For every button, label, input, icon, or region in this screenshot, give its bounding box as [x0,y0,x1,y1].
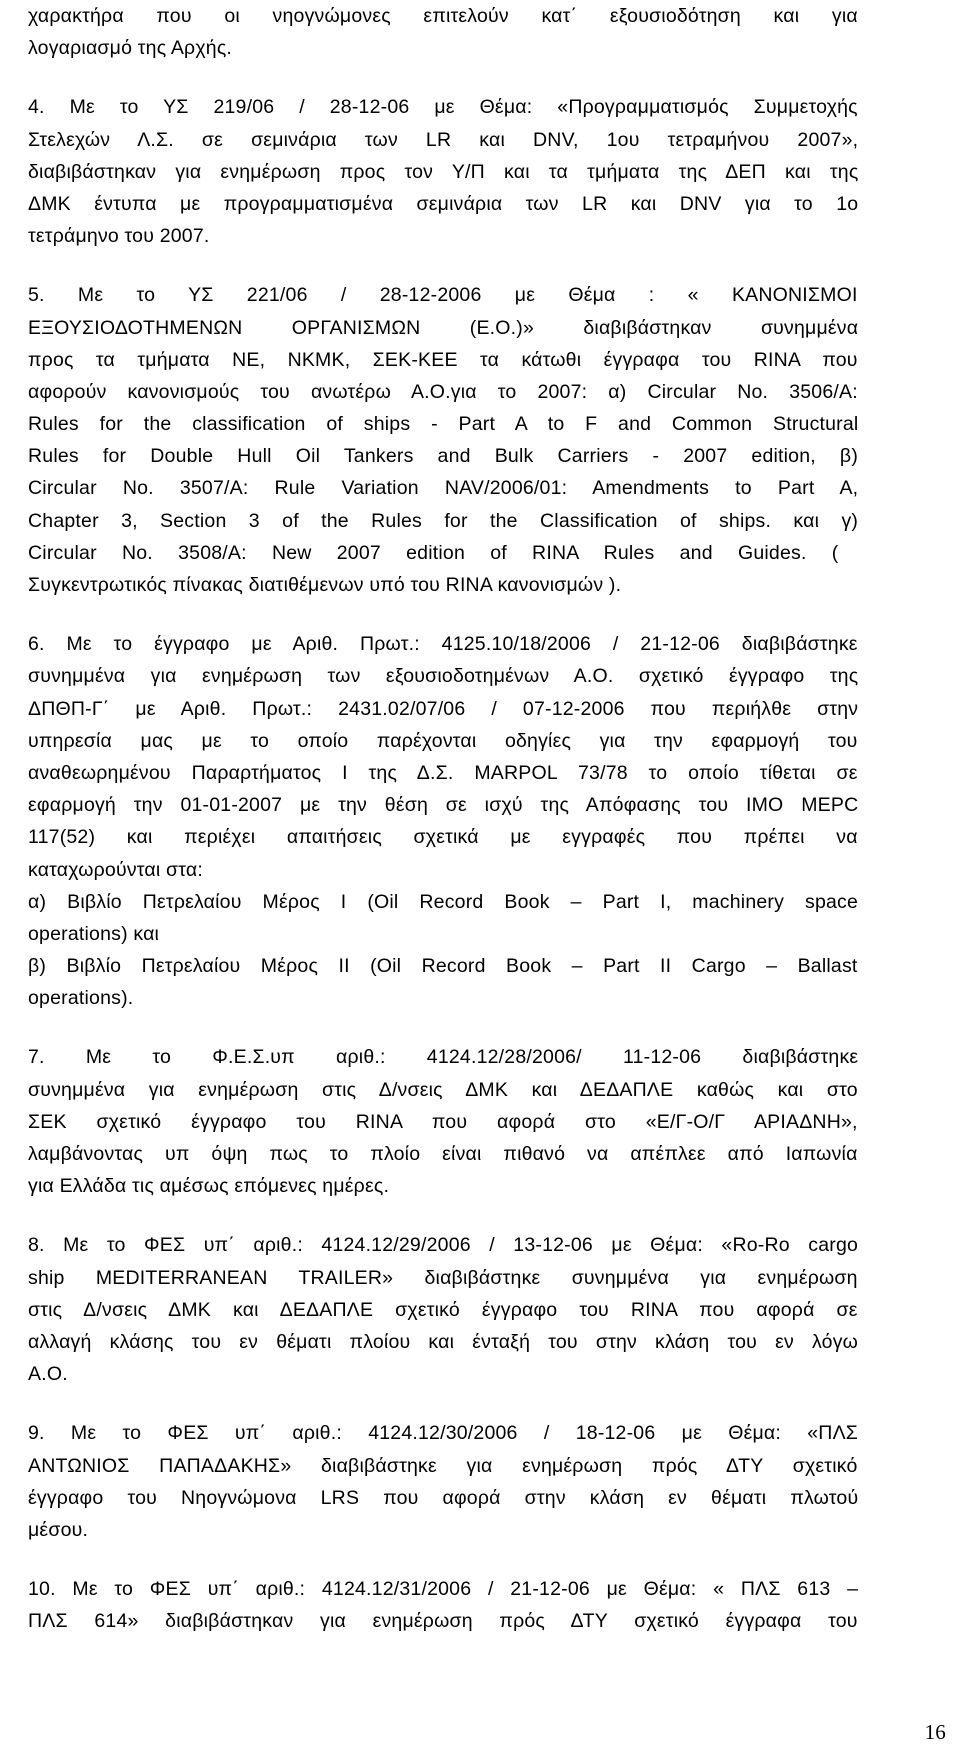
text-line: ΕΞΟΥΣΙΟΔΟΤΗΜΕΝΩΝ ΟΡΓΑΝΙΣΜΩΝ (Ε.Ο.)» διαβιβάστηκαν συνημμένα [28,316,859,339]
text-line: έγγραφο του Νηογνώμονα LRS που αφορά στην κλάση εν θέματι πλωτού [28,1486,859,1509]
text-line: 117(52) και περιέχει απαιτήσεις σχετικά με εγγραφές που πρέπει να [28,826,858,849]
text-line: αλλαγή κλάσης του εν θέματι πλοίου και ένταξή του στην κλάση του εν λόγω [28,1330,859,1353]
page-number: 16 [924,1720,946,1744]
text-line: α) Βιβλίο Πετρελαίου Μέρος Ι (Oil Record Book – Part I, machinery space [28,890,859,913]
text-line: 8. Με το ΦΕΣ υπ΄ αριθ.: 4124.12/29/2006 / 13-12-06 με Θέμα: «Ro-Ro cargo [28,1234,859,1257]
text-line: λογαριασμό της Αρχής. [28,37,233,60]
text-line: λαμβάνοντας υπ όψη πως το πλοίο είναι πιθανό να απέπλεε από Ιαπωνία [28,1143,858,1165]
text-line: εφαρμογή την 01-01-2007 με την θέση σε ισχύ της Απόφασης του ΙΜΟ ΜΕPC [28,794,859,817]
text-line: καταχωρούνται στα: [28,858,203,881]
text-line: χαρακτήρα που οι νηογνώμονες επιτελούν κατ΄ εξουσιοδότηση και για [28,5,858,27]
text-line: Chapter 3, Section 3 of the Rules for the Classification of ships. και γ) [28,509,859,532]
paragraph-p4 [28,91,858,252]
text-line: ΣΕΚ σχετικό έγγραφο του RINA που αφορά στο «Ε/Γ-Ο/Γ ΑΡΙΑΔΝΗ», [28,1110,858,1133]
paragraph-p10 [28,1573,858,1637]
text-line: συνημμένα για ενημέρωση στις Δ/νσεις ΔΜΚ και ΔΕΔΑΠΛΕ καθώς και στο [28,1078,858,1101]
text-line: αφορούν κανονισμούς του ανωτέρω Α.Ο.για το 2007: α) Circular No. 3506/A: [28,380,858,403]
text-line: 4. Με το ΥΣ 219/06 / 28-12-06 με Θέμα: «Προγραμματισμός Συμμετοχής [28,96,858,119]
text-line: 9. Με το ΦΕΣ υπ΄ αριθ.: 4124.12/30/2006 / 18-12-06 με Θέμα: «ΠΛΣ [28,1422,859,1445]
text-line: operations). [28,987,134,1010]
text-line: στις Δ/νσεις ΔΜΚ και ΔΕΔΑΠΛΕ σχετικό έγγραφο του RINA που αφορά σε [28,1298,858,1321]
text-line: ship MEDITERRANEAN TRAILER» διαβιβάστηκε συνημμένα για ενημέρωση [28,1266,858,1289]
text-line: υπηρεσία μας με το οποίο παρέχονται οδηγίες για την εφαρμογή του [28,729,858,752]
text-line: β) Βιβλίο Πετρελαίου Μέρος ΙΙ (Oil Record Book – Part II Cargo – Ballast [28,955,858,978]
text-line: διαβιβάστηκαν για ενημέρωση προς τον Υ/Π και τα τμήματα της ΔΕΠ και της [28,160,859,183]
text-line: Circular No. 3508/A: New 2007 edition of RINA Rules and Guides. ( [28,541,839,564]
text-line: 10. Με το ΦΕΣ υπ΄ αριθ.: 4124.12/31/2006 / 21-12-06 με Θέμα: « ΠΛΣ 613 – [28,1578,859,1601]
document-body [28,0,858,1664]
paragraph-p6 [28,628,858,1014]
text-line: για Ελλάδα τις αμέσως επόμενες ημέρες. [28,1175,390,1198]
text-line: προς τα τμήματα ΝΕ, ΝΚΜΚ, ΣΕΚ-ΚΕΕ τα κάτωθι έγγραφα του RINA που [28,348,858,371]
text-line: Rules for Double Hull Oil Tankers and Bulk Carriers - 2007 edition, β) [28,445,859,468]
paragraph-p5 [28,279,858,601]
paragraph-p8 [28,1229,858,1390]
text-line: Rules for the classification of ships - Part A to F and Common Structural [28,413,859,436]
text-line: Α.Ο. [28,1363,68,1386]
text-line: μέσου. [28,1518,89,1541]
text-line: Συγκεντρωτικός πίνακας διατιθέμενων υπό του RINA κανονισμών ). [28,574,622,596]
text-line: Circular No. 3507/A: Rule Variation NAV/2006/01: Amendments to Part A, [28,477,859,500]
text-line: ΔΠΘΠ-Γ΄ με Αριθ. Πρωτ.: 2431.02/07/06 / 07-12-2006 που περιήλθε στην [28,697,859,720]
text-line: ΔΜΚ έντυπα με προγραμματισμένα σεμινάρια των LR και DNV για το 1ο [28,192,859,215]
paragraph-p9 [28,1417,858,1546]
text-line: operations) και [28,922,160,945]
text-line: 6. Με το έγγραφο με Αριθ. Πρωτ.: 4125.10/18/2006 / 21-12-06 διαβιβάστηκε [28,633,858,656]
text-line: ΠΛΣ 614» διαβιβάστηκαν για ενημέρωση πρός ΔΤΥ σχετικό έγγραφα του [28,1610,858,1633]
text-line: αναθεωρημένου Παραρτήματος Ι της Δ.Σ. MARPOL 73/78 το οποίο τίθεται σε [28,761,858,784]
text-line: 7. Με το Φ.Ε.Σ.υπ αριθ.: 4124.12/28/2006/ 11-12-06 διαβιβάστηκε [28,1046,859,1069]
paragraph-p7 [28,1041,858,1202]
paragraph-p0 [28,0,858,64]
text-line: τετράμηνο του 2007. [28,225,210,248]
text-line: 5. Με το ΥΣ 221/06 / 28-12-2006 με Θέμα : « ΚΑΝΟΝΙΣΜΟΙ [28,284,858,307]
text-line: Στελεχών Λ.Σ. σε σεμινάρια των LR και DNV, 1ου τετραμήνου 2007», [28,128,859,151]
text-line: συνημμένα για ενημέρωση των εξουσιοδοτημένων Α.Ο. σχετικό έγγραφο της [28,665,859,688]
text-line: ΑΝΤΩΝΙΟΣ ΠΑΠΑΔΑΚΗΣ» διαβιβάστηκε για ενημέρωση πρός ΔΤΥ σχετικό [28,1454,858,1477]
